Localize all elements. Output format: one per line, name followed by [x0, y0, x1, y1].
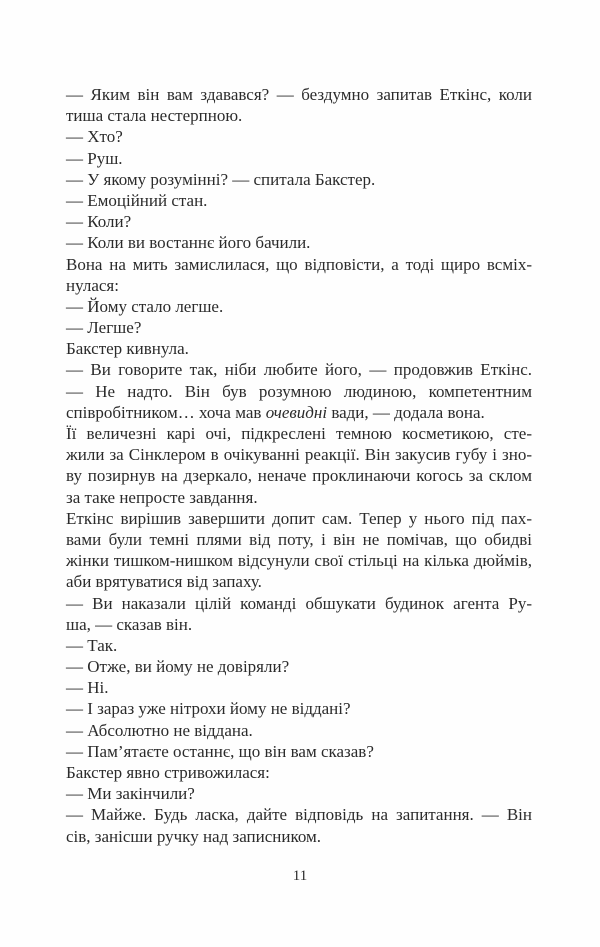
text-line: сів, занісши ручку над записником.: [66, 826, 322, 846]
body-text: [66, 84, 532, 847]
text-line: — У якому розумінні? — спитала Бакстер.: [66, 169, 376, 189]
text-line: — Ми закінчили?: [66, 784, 195, 804]
text-line: — Яким він вам здавався? — бездумно запитав Еткінс, коли: [66, 85, 532, 104]
text-line: — Коли?: [66, 212, 132, 232]
text-line: — Не надто. Він був розумною людиною, компетентним: [66, 381, 532, 401]
text-line: Вона на мить замислилася, що відповісти, а тоді щиро всміх-: [66, 254, 532, 274]
text-line: Бакстер кивнула.: [66, 339, 189, 359]
text-line: Бакстер явно стривожилася:: [66, 763, 270, 782]
text-line: Її величезні карі очі, підкреслені темною косметикою, сте-: [66, 424, 532, 443]
page-number: 11: [292, 868, 308, 884]
text-line: ша, — сказав він.: [66, 614, 193, 634]
text-line: за таке непросте завдання.: [66, 487, 258, 507]
text-line: — Емоційний стан.: [66, 190, 208, 210]
text-segment: співробітником… хоча мав: [66, 402, 266, 422]
text-line: — Ви наказали цілій команді обшукати будинок агента Ру-: [66, 593, 532, 613]
text-line: ву позирнув на дзеркало, неначе проклинаючи когось за склом: [66, 466, 532, 486]
text-line: — Ні.: [66, 678, 109, 698]
text-segment: вади, — додала вона.: [327, 402, 485, 422]
text-line: — Абсолютно не віддана.: [66, 720, 253, 740]
text-line: — І зараз уже нітрохи йому не віддані?: [66, 699, 351, 719]
text-line: жили за Сінклером в очікуванні реакції. Він закусив губу і зно-: [66, 445, 532, 465]
text-line: Еткінс вирішив завершити допит сам. Тепер у нього під пах-: [66, 508, 532, 528]
text-line: — Хто?: [66, 127, 123, 147]
text-line: — Так.: [66, 635, 118, 655]
text-line: тиша стала нестерпною.: [66, 106, 243, 126]
text-line: — Ви говорите так, ніби любите його, — продовжив Еткінс.: [66, 360, 532, 380]
text-line: аби врятуватися від запаху.: [66, 572, 262, 592]
text-line: нулася:: [66, 275, 119, 295]
text-line-with-italic: [66, 402, 532, 423]
text-line: — Йому стало легше.: [66, 296, 224, 316]
text-line: — Пам’ятаєте останнє, що він вам сказав?: [66, 741, 374, 761]
text-line: — Руш.: [66, 148, 123, 168]
italic-word: очевидні: [265, 402, 328, 422]
text-line: — Легше?: [66, 318, 142, 338]
text-line: — Отже, ви йому не довіряли?: [66, 657, 290, 677]
text-line: — Коли ви востаннє його бачили.: [66, 233, 311, 253]
text-line: вами були темні плями від поту, і він не помічав, що обидві: [66, 529, 532, 549]
text-line: — Майже. Будь ласка, дайте відповідь на запитання. — Він: [66, 805, 532, 825]
text-line: жінки тишком-нишком відсунули свої стільці на кілька дюймів,: [66, 551, 532, 571]
